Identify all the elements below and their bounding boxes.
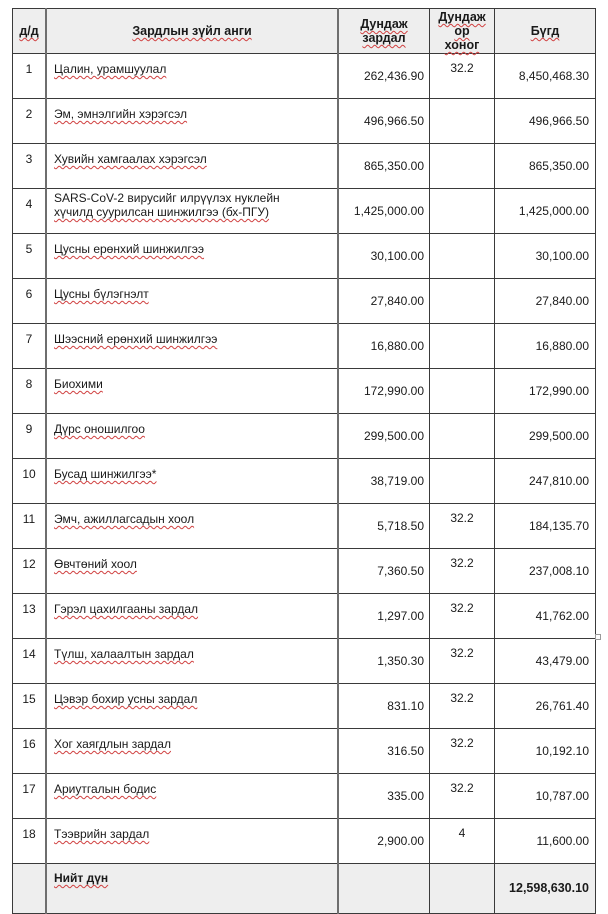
row-avg-cost: 1,425,000.00 <box>338 189 430 234</box>
row-name-text: Бусад шинжилгээ* <box>54 467 157 481</box>
row-total: 10,787.00 <box>495 774 596 819</box>
row-number: 7 <box>13 324 47 369</box>
row-avg-cost: 316.50 <box>338 729 430 774</box>
table-row <box>13 279 596 324</box>
row-avg-days: 32.2 <box>430 639 495 684</box>
header-avg-days-line2: ор <box>454 24 470 38</box>
row-avg-days <box>430 324 495 369</box>
row-avg-days: 4 <box>430 819 495 864</box>
table-row <box>13 189 596 234</box>
row-number: 15 <box>13 684 47 729</box>
row-name-text: Гэрэл цахилгааны зардал <box>54 602 199 616</box>
row-avg-cost: 30,100.00 <box>338 234 430 279</box>
row-name-text: Эмч, ажиллагсадын хоол <box>54 512 195 526</box>
table-row <box>13 234 596 279</box>
header-name-label: Зардлын зүйл анги <box>132 24 252 38</box>
table-row <box>13 729 596 774</box>
row-avg-days: 32.2 <box>430 594 495 639</box>
row-name <box>46 504 338 549</box>
row-total: 299,500.00 <box>495 414 596 459</box>
total-row-number <box>13 864 47 914</box>
row-number: 6 <box>13 279 47 324</box>
row-name-text: Ариутгалын бодис <box>54 782 157 796</box>
total-avg-cost <box>338 864 430 914</box>
row-name-text: Хувийн хамгаалах хэрэгсэл <box>54 152 207 166</box>
table-resize-handle[interactable] <box>595 634 601 640</box>
row-name-text: Цусны бүлэгнэлт <box>54 287 149 301</box>
row-total: 237,008.10 <box>495 549 596 594</box>
header-no-label: д/д <box>19 24 39 38</box>
row-name-text: Биохими <box>54 377 103 391</box>
row-avg-cost: 1,297.00 <box>338 594 430 639</box>
row-number: 3 <box>13 144 47 189</box>
row-name-text: Цалин, урамшуулал <box>54 62 167 76</box>
row-number: 12 <box>13 549 47 594</box>
row-avg-cost: 5,718.50 <box>338 504 430 549</box>
row-avg-days: 32.2 <box>430 684 495 729</box>
row-name-text: Тээврийн зардал <box>54 827 150 841</box>
row-number: 13 <box>13 594 47 639</box>
row-name-text: SARS-CoV-2 вирусийг илрүүлэх нуклейн <box>54 191 280 205</box>
row-name <box>46 144 338 189</box>
row-number: 10 <box>13 459 47 504</box>
table-row <box>13 684 596 729</box>
table-row <box>13 504 596 549</box>
row-number: 16 <box>13 729 47 774</box>
row-avg-cost: 299,500.00 <box>338 414 430 459</box>
row-avg-cost: 865,350.00 <box>338 144 430 189</box>
row-avg-cost: 172,990.00 <box>338 369 430 414</box>
table-row <box>13 414 596 459</box>
row-total: 8,450,468.30 <box>495 54 596 99</box>
row-total: 26,761.40 <box>495 684 596 729</box>
row-name <box>46 324 338 369</box>
table-row <box>13 594 596 639</box>
row-name-text: Өвчтөний хоол <box>54 557 137 571</box>
grand-total: 12,598,630.10 <box>495 864 596 914</box>
table-row <box>13 774 596 819</box>
row-avg-cost: 27,840.00 <box>338 279 430 324</box>
header-avg-days-line3: хоног <box>444 38 480 52</box>
row-number: 17 <box>13 774 47 819</box>
header-avg-cost-line2: зардал <box>362 31 406 45</box>
row-name <box>46 414 338 459</box>
table-row <box>13 144 596 189</box>
row-name <box>46 369 338 414</box>
row-name-text-line2: хүчилд суурилсан шинжилгээ (бх-ПГУ) <box>54 205 270 219</box>
row-avg-cost: 1,350.30 <box>338 639 430 684</box>
row-number: 18 <box>13 819 47 864</box>
header-no <box>13 9 47 54</box>
row-total: 184,135.70 <box>495 504 596 549</box>
table-row <box>13 54 596 99</box>
row-avg-days: 32.2 <box>430 729 495 774</box>
row-avg-days <box>430 459 495 504</box>
row-avg-days <box>430 279 495 324</box>
row-total: 1,425,000.00 <box>495 189 596 234</box>
row-name <box>46 189 338 234</box>
row-avg-days <box>430 189 495 234</box>
row-avg-days: 32.2 <box>430 54 495 99</box>
row-number: 2 <box>13 99 47 144</box>
header-total <box>495 9 596 54</box>
header-name <box>46 9 338 54</box>
row-name <box>46 774 338 819</box>
row-number: 1 <box>13 54 47 99</box>
row-name <box>46 819 338 864</box>
header-avg-days <box>430 9 495 54</box>
header-row <box>13 9 596 54</box>
row-avg-cost: 335.00 <box>338 774 430 819</box>
row-number: 4 <box>13 189 47 234</box>
row-name-text: Эм, эмнэлгийн хэрэгсэл <box>54 107 188 121</box>
row-number: 11 <box>13 504 47 549</box>
row-avg-days: 32.2 <box>430 549 495 594</box>
row-total: 865,350.00 <box>495 144 596 189</box>
table-row <box>13 99 596 144</box>
row-name-text: Дүрс оношилгоо <box>54 422 145 436</box>
total-row <box>13 864 596 914</box>
row-avg-cost: 38,719.00 <box>338 459 430 504</box>
row-name <box>46 684 338 729</box>
cost-table <box>12 8 596 914</box>
row-name <box>46 54 338 99</box>
row-avg-days <box>430 144 495 189</box>
table-row <box>13 459 596 504</box>
row-total: 172,990.00 <box>495 369 596 414</box>
row-avg-days <box>430 99 495 144</box>
row-name <box>46 549 338 594</box>
table-row <box>13 639 596 684</box>
total-label: Нийт дүн <box>54 871 109 885</box>
row-name <box>46 639 338 684</box>
row-name-text: Шээсний ерөнхий шинжилгээ <box>54 332 218 346</box>
table-row <box>13 369 596 414</box>
table-row <box>13 819 596 864</box>
row-avg-days <box>430 369 495 414</box>
header-avg-days-line1: Дундаж <box>438 10 486 24</box>
header-avg-cost <box>338 9 430 54</box>
header-total-label: Бүгд <box>530 24 560 38</box>
row-name <box>46 459 338 504</box>
row-avg-cost: 831.10 <box>338 684 430 729</box>
total-avg-days <box>430 864 495 914</box>
row-avg-cost: 262,436.90 <box>338 54 430 99</box>
row-name <box>46 594 338 639</box>
row-number: 9 <box>13 414 47 459</box>
table-row <box>13 549 596 594</box>
row-number: 8 <box>13 369 47 414</box>
row-name-text: Цэвэр бохир усны зардал <box>54 692 198 706</box>
row-total: 43,479.00 <box>495 639 596 684</box>
row-total: 16,880.00 <box>495 324 596 369</box>
row-total: 496,966.50 <box>495 99 596 144</box>
row-name <box>46 99 338 144</box>
row-number: 14 <box>13 639 47 684</box>
row-total: 30,100.00 <box>495 234 596 279</box>
header-avg-cost-line1: Дундаж <box>360 17 408 31</box>
row-name <box>46 279 338 324</box>
total-label-cell <box>46 864 338 914</box>
row-number: 5 <box>13 234 47 279</box>
row-avg-cost: 16,880.00 <box>338 324 430 369</box>
row-total: 11,600.00 <box>495 819 596 864</box>
row-total: 10,192.10 <box>495 729 596 774</box>
row-name-text: Түлш, халаалтын зардал <box>54 647 194 661</box>
row-avg-days: 32.2 <box>430 504 495 549</box>
row-name-text: Цусны ерөнхий шинжилгээ <box>54 242 205 256</box>
row-avg-cost: 7,360.50 <box>338 549 430 594</box>
row-total: 247,810.00 <box>495 459 596 504</box>
row-name <box>46 234 338 279</box>
row-avg-cost: 2,900.00 <box>338 819 430 864</box>
row-avg-days <box>430 234 495 279</box>
row-total: 27,840.00 <box>495 279 596 324</box>
row-avg-days <box>430 414 495 459</box>
row-total: 41,762.00 <box>495 594 596 639</box>
row-name-text: Хог хаягдлын зардал <box>54 737 171 751</box>
row-name <box>46 729 338 774</box>
table-row <box>13 324 596 369</box>
row-avg-days: 32.2 <box>430 774 495 819</box>
row-avg-cost: 496,966.50 <box>338 99 430 144</box>
